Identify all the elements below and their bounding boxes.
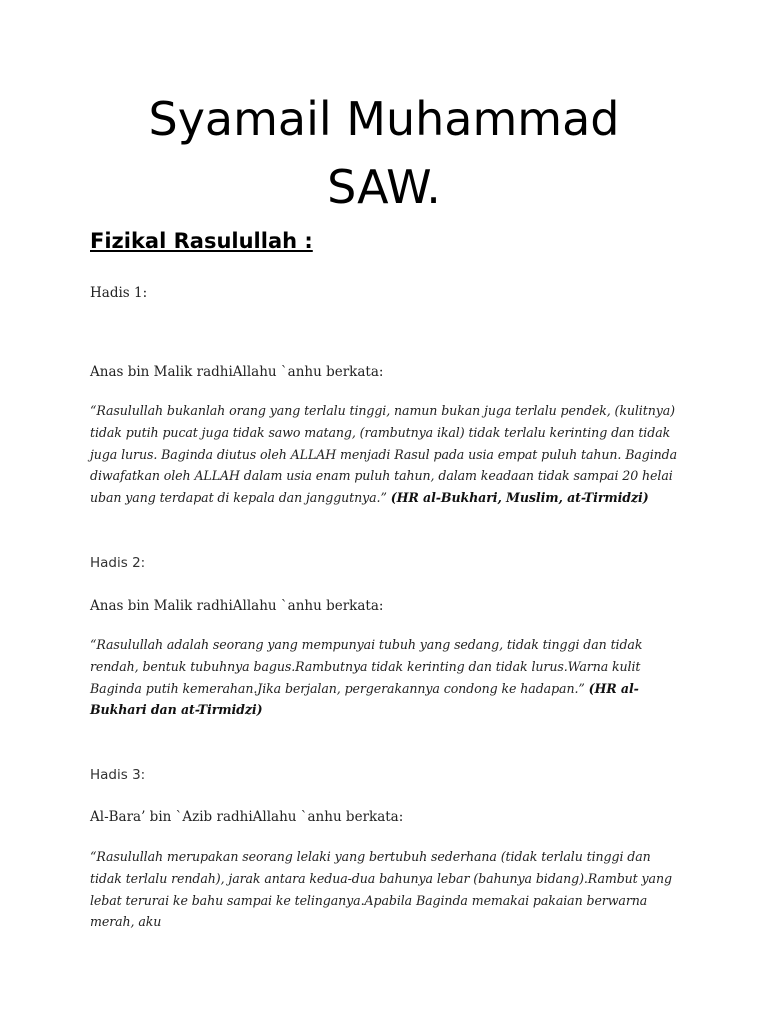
document-title-line-2: SAW. bbox=[327, 160, 441, 214]
hadith-2-reference: (HR al-Bukhari dan at-Tirmidzi) bbox=[90, 680, 639, 718]
hadith-2-quote bbox=[90, 634, 686, 721]
hadith-1-text: “Rasulullah bukanlah orang yang terlalu tinggi, namun bukan juga terlalu pendek, (kulitnya) tidak putih pucat juga tidak sawo matang, (rambutnya ikal) tidak terlalu kerinting dan tidak juga lurus. Baginda diutus oleh ALLAH menjadi Rasul pada usia empat puluh tahun. Baginda diwafatkan oleh ALLAH dalam usia enam puluh tahun, dalam keadaan tidak sampai 20 helai uban yang terdapat di kepala dan janggutnya.” bbox=[90, 403, 678, 506]
hadith-3-quote bbox=[90, 846, 686, 933]
hadith-3-text: “Rasulullah merupakan seorang lelaki yang bertubuh sederhana (tidak terlalu tinggi dan tidak terlalu rendah), jarak antara kedua-dua bahunya lebar (bahunya bidang).Rambut yang lebat terurai ke bahu sampai ke telinganya.Apabila Baginda memakai pakaian berwarna merah, aku bbox=[90, 849, 672, 930]
section-heading: Fizikal Rasulullah : bbox=[90, 229, 313, 253]
hadith-2-narrator: Anas bin Malik radhiAllahu `anhu berkata: bbox=[90, 598, 384, 614]
hadith-3-label: Hadis 3: bbox=[90, 767, 146, 783]
hadith-1-label: Hadis 1: bbox=[90, 285, 148, 301]
document-title-line-1: Syamail Muhammad bbox=[148, 92, 620, 146]
hadith-2-text: “Rasulullah adalah seorang yang mempunyai tubuh yang sedang, tidak tinggi dan tidak rendah, bentuk tubuhnya bagus.Rambutnya tidak kerinting dan tidak lurus.Warna kulit Baginda putih kemerahan.Jika berjalan, pergerakannya condong ke hadapan.” bbox=[90, 637, 643, 696]
hadith-1-narrator: Anas bin Malik radhiAllahu `anhu berkata: bbox=[90, 364, 384, 380]
hadith-1-reference: (HR al-Bukhari, Muslim, at-Tirmidzi) bbox=[390, 490, 649, 506]
hadith-3-narrator: Al-Bara’ bin `Azib radhiAllahu `anhu berkata: bbox=[90, 809, 404, 825]
hadith-1-quote bbox=[90, 400, 686, 509]
hadith-2-label: Hadis 2: bbox=[90, 555, 146, 571]
